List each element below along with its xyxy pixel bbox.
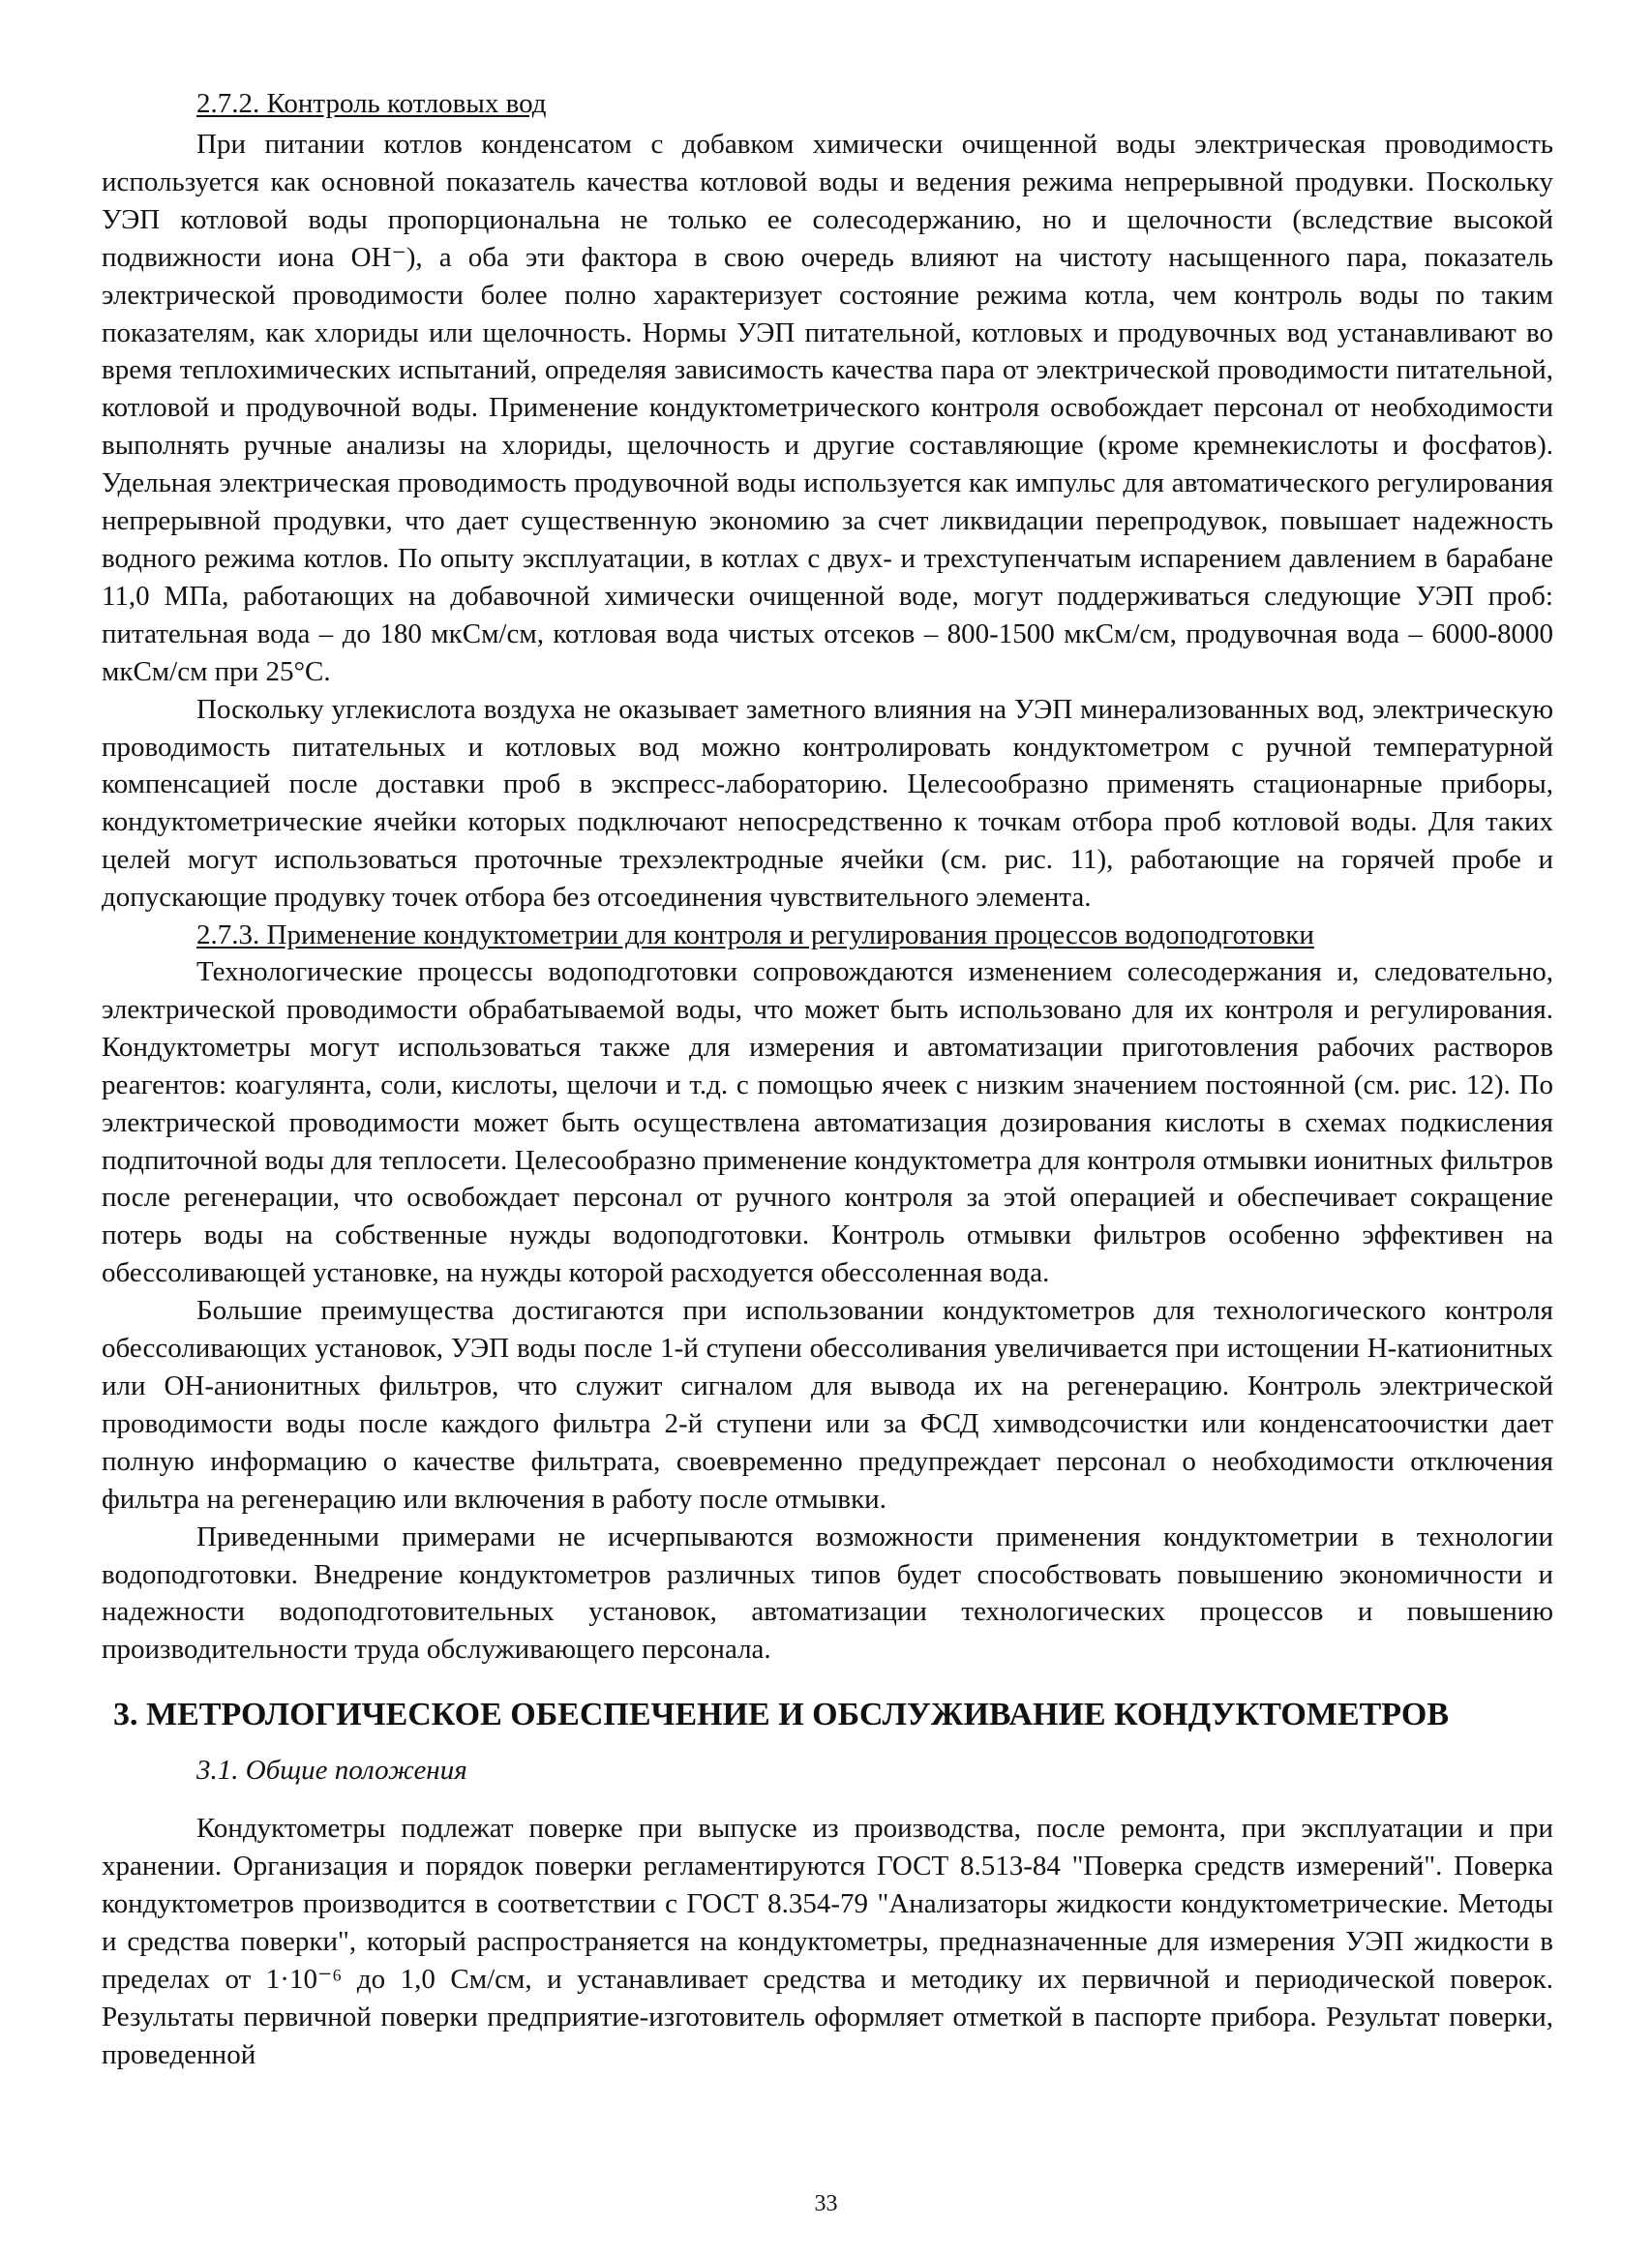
section-3-title: 3. МЕТРОЛОГИЧЕСКОЕ ОБЕСПЕЧЕНИЕ И ОБСЛУЖИВАНИЕ КОНДУКТОМЕТРОВ: [113, 1697, 1450, 1733]
paragraph: Большие преимущества достигаются при использовании кондуктометров для технологического контроля обессоливающих установок, УЭП воды после 1-й ступени обессоливания увеличивается при истощении Н-катионитных или ОН-анионитных фильтров, что служит сигналом для вывода их на регенерацию. Контроль электрической проводимости воды после каждого фильтра 2-й ступени или за ФСД химводсочистки или конденсатоочистки дает полную информацию о качестве фильтрата, своевременно предупреждает персонал о необходимости отключения фильтра на регенерацию или включения в работу после отмывки.: [102, 1295, 1553, 1515]
document-page: [102, 85, 1553, 2074]
paragraph: Приведенными примерами не исчерпываются возможности применения кондуктометрии в технологии водоподготовки. Внедрение кондуктометров различных типов будет способствовать повышению экономичности и надежности водоподготовительных установок, автоматизации технологических процессов и повышению производительности труда обслуживающего персонала.: [102, 1520, 1553, 1666]
page-number: 33: [814, 2191, 838, 2216]
paragraph: При питании котлов конденсатом с добавком химически очищенной воды электрическая проводимость используется как основной показатель качества котловой воды и ведения режима непрерывной продувки. Поскольку УЭП котловой воды пропорциональна не только ее солесодержанию, но и щелочности (вследствие высокой подвижности иона OH⁻), а оба эти фактора в свою очередь влияют на чистоту насыщенного пара, показатель электрической проводимости более полно характеризует состояние режима котла, чем контроль воды по таким показателям, как хлориды или щелочность. Нормы УЭП питательной, котловых и продувочных вод устанавливают во время теплохимических испытаний, определяя зависимость качества пара от электрической проводимости питательной, котловой и продувочной воды. Применение кондуктометрического контроля освобождает персонал от необходимости выполнять ручные анализы на хлориды, щелочность и другие составляющие (кроме кремнекислоты и фосфатов). Удельная электрическая проводимость продувочной воды используется как импульс для автоматического регулирования непрерывной продувки, что дает существенную экономию за счет ликвидации перепродувок, повышает надежность водного режима котлов. По опыту эксплуатации, в котлах с двух- и трехступенчатым испарением давлением в барабане 11,0 МПа, работающих на добавочной химически очищенной воде, могут поддерживаться следующие УЭП проб: питательная вода – до 180 мкСм/см, котловая вода чистых отсеков – 800-1500 мкСм/см, продувочная вода – 6000-8000 мкСм/см при 25°С.: [102, 129, 1553, 687]
section-2-7-3-heading: 2.7.3. Применение кондуктометрии для контроля и регулирования процессов водоподготовки: [196, 919, 1314, 951]
subsection-3-1-heading: 3.1. Общие положения: [196, 1755, 467, 1787]
paragraph: Кондуктометры подлежат поверке при выпуске из производства, после ремонта, при эксплуатации и при хранении. Организация и порядок поверки регламентируются ГОСТ 8.513-84 "Поверка средств измерений". Поверка кондуктометров производится в соответствии с ГОСТ 8.354-79 "Анализаторы жидкости кондуктометрические. Методы и средства поверки", который распространяется на кондуктометры, предназначенные для измерения УЭП жидкости в пределах от 1·10⁻⁶ до 1,0 См/см, и устанавливает средства и методику их первичной и периодической поверок. Результаты первичной поверки предприятие-изготовитель оформляет отметкой в паспорте прибора. Результат поверки, проведенной: [102, 1813, 1553, 2070]
section-2-7-2-heading: 2.7.2. Контроль котловых вод: [196, 88, 547, 119]
paragraph: Поскольку углекислота воздуха не оказывает заметного влияния на УЭП минерализованных вод, электрическую проводимость питательных и котловых вод можно контролировать кондуктометром с ручной температурной компенсацией после доставки проб в экспресс-лабораторию. Целесообразно применять стационарные приборы, кондуктометрические ячейки которых подключают непосредственно к точкам отбора проб котловой воды. Для таких целей могут использоваться проточные трехэлектродные ячейки (см. рис. 11), работающие на горячей пробе и допускающие продувку точек отбора без отсоединения чувствительного элемента.: [102, 693, 1553, 914]
paragraph: Технологические процессы водоподготовки сопровождаются изменением солесодержания и, следовательно, электрической проводимости обрабатываемой воды, что может быть использовано для их контроля и регулирования. Кондуктометры могут использоваться также для измерения и автоматизации приготовления рабочих растворов реагентов: коагулянта, соли, кислоты, щелочи и т.д. с помощью ячеек с низким значением постоянной (см. рис. 12). По электрической проводимости может быть осуществлена автоматизация дозирования кислоты в схемах подкисления подпиточной воды для теплосети. Целесообразно применение кондуктометра для контроля отмывки ионитных фильтров после регенерации, что освобождает персонал от ручного контроля за этой операцией и обеспечивает сокращение потерь воды на собственные нужды водоподготовки. Контроль отмывки фильтров особенно эффективен на обессоливающей установке, на нужды которой расходуется обессоленная вода.: [102, 956, 1553, 1289]
